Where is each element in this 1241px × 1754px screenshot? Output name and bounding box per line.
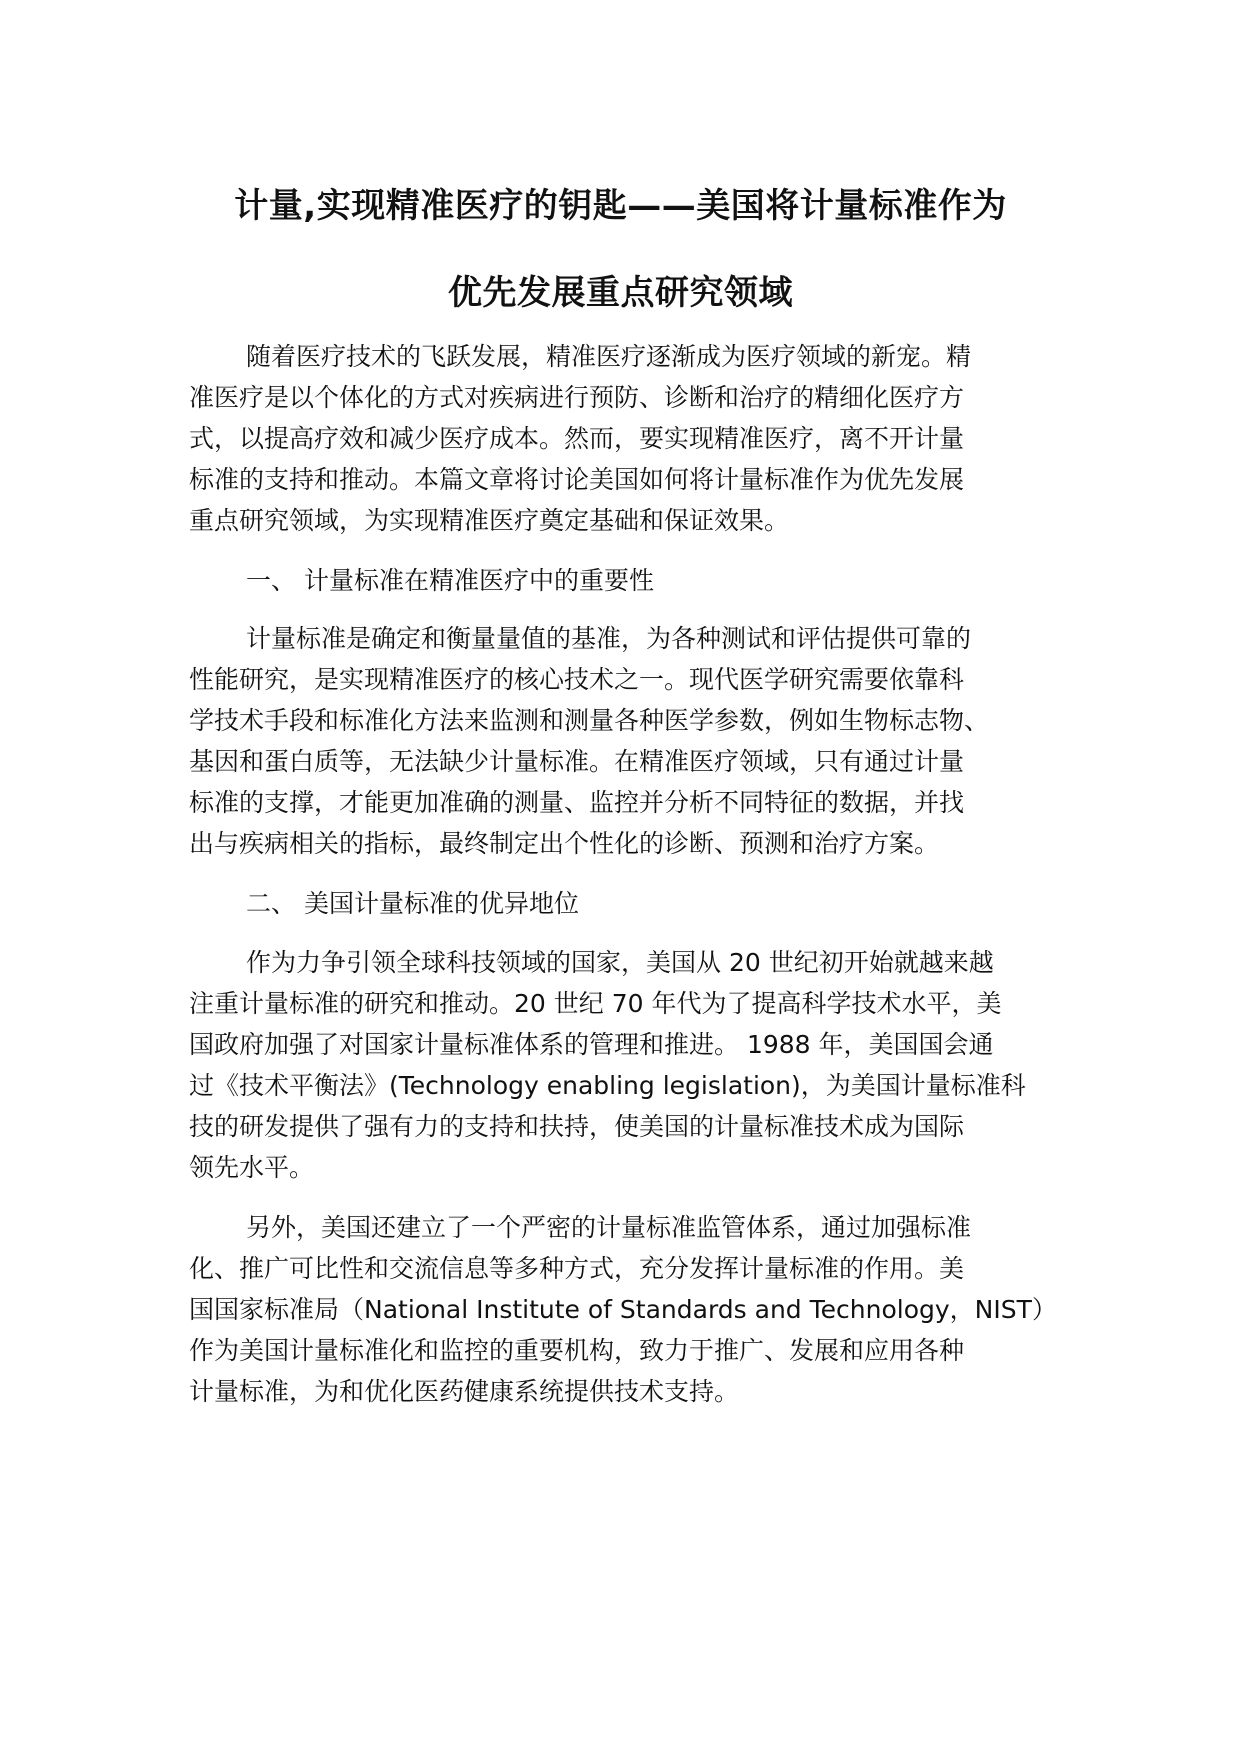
paragraph-4-line-3: 国国家标准局（National Institute of Standards and Technology，NIST） bbox=[189, 1295, 1057, 1324]
paragraph-1-line-3: 式，以提高疗效和减少医疗成本。然而，要实现精准医疗，离不开计量 bbox=[189, 424, 965, 453]
paragraph-2-line-4: 基因和蛋白质等，无法缺少计量标准。在精准医疗领域，只有通过计量 bbox=[189, 747, 965, 776]
paragraph-2-line-1: 计量标准是确定和衡量量值的基准，为各种测试和评估提供可靠的 bbox=[246, 624, 972, 653]
paragraph-2-line-3: 学技术手段和标准化方法来监测和测量各种医学参数，例如生物标志物、 bbox=[189, 706, 990, 735]
paragraph-4-line-2: 化、推广可比性和交流信息等多种方式，充分发挥计量标准的作用。美 bbox=[189, 1254, 965, 1283]
paragraph-4-line-5: 计量标准，为和优化医药健康系统提供技术支持。 bbox=[189, 1377, 740, 1406]
paragraph-3-line-1: 作为力争引领全球科技领域的国家，美国从 20 世纪初开始就越来越 bbox=[246, 948, 994, 977]
paragraph-2-line-5: 标准的支撑，才能更加准确的测量、监控并分析不同特征的数据，并找 bbox=[189, 788, 965, 817]
document-title-line-1: 计量,实现精准医疗的钥匙——美国将计量标准作为 bbox=[234, 186, 1007, 226]
paragraph-4-line-1: 另外，美国还建立了一个严密的计量标准监管体系，通过加强标准 bbox=[246, 1213, 972, 1242]
paragraph-1-line-2: 准医疗是以个体化的方式对疾病进行预防、诊断和治疗的精细化医疗方 bbox=[189, 383, 965, 412]
section-heading-1: 一、 计量标准在精准医疗中的重要性 bbox=[246, 566, 654, 595]
paragraph-1-line-1: 随着医疗技术的飞跃发展，精准医疗逐渐成为医疗领域的新宠。精 bbox=[246, 342, 972, 371]
paragraph-2-line-6: 出与疾病相关的指标，最终制定出个性化的诊断、预测和治疗方案。 bbox=[189, 829, 940, 858]
paragraph-3-line-3: 国政府加强了对国家计量标准体系的管理和推进。 1988 年，美国国会通 bbox=[189, 1030, 994, 1059]
paragraph-3-line-4: 过《技术平衡法》(Technology enabling legislation)，为美国计量标准科 bbox=[189, 1071, 1026, 1100]
document-title-line-2: 优先发展重点研究领域 bbox=[448, 273, 793, 313]
section-heading-2: 二、 美国计量标准的优异地位 bbox=[246, 889, 579, 918]
paragraph-1-line-5: 重点研究领域，为实现精准医疗奠定基础和保证效果。 bbox=[189, 506, 790, 535]
paragraph-1-line-4: 标准的支持和推动。本篇文章将讨论美国如何将计量标准作为优先发展 bbox=[189, 465, 965, 494]
paragraph-3-line-6: 领先水平。 bbox=[189, 1153, 315, 1182]
paragraph-3-line-5: 技的研发提供了强有力的支持和扶持，使美国的计量标准技术成为国际 bbox=[189, 1112, 965, 1141]
paragraph-2-line-2: 性能研究，是实现精准医疗的核心技术之一。现代医学研究需要依靠科 bbox=[189, 665, 965, 694]
paragraph-3-line-2: 注重计量标准的研究和推动。20 世纪 70 年代为了提高科学技术水平，美 bbox=[189, 989, 1002, 1018]
paragraph-4-line-4: 作为美国计量标准化和监控的重要机构，致力于推广、发展和应用各种 bbox=[189, 1336, 965, 1365]
